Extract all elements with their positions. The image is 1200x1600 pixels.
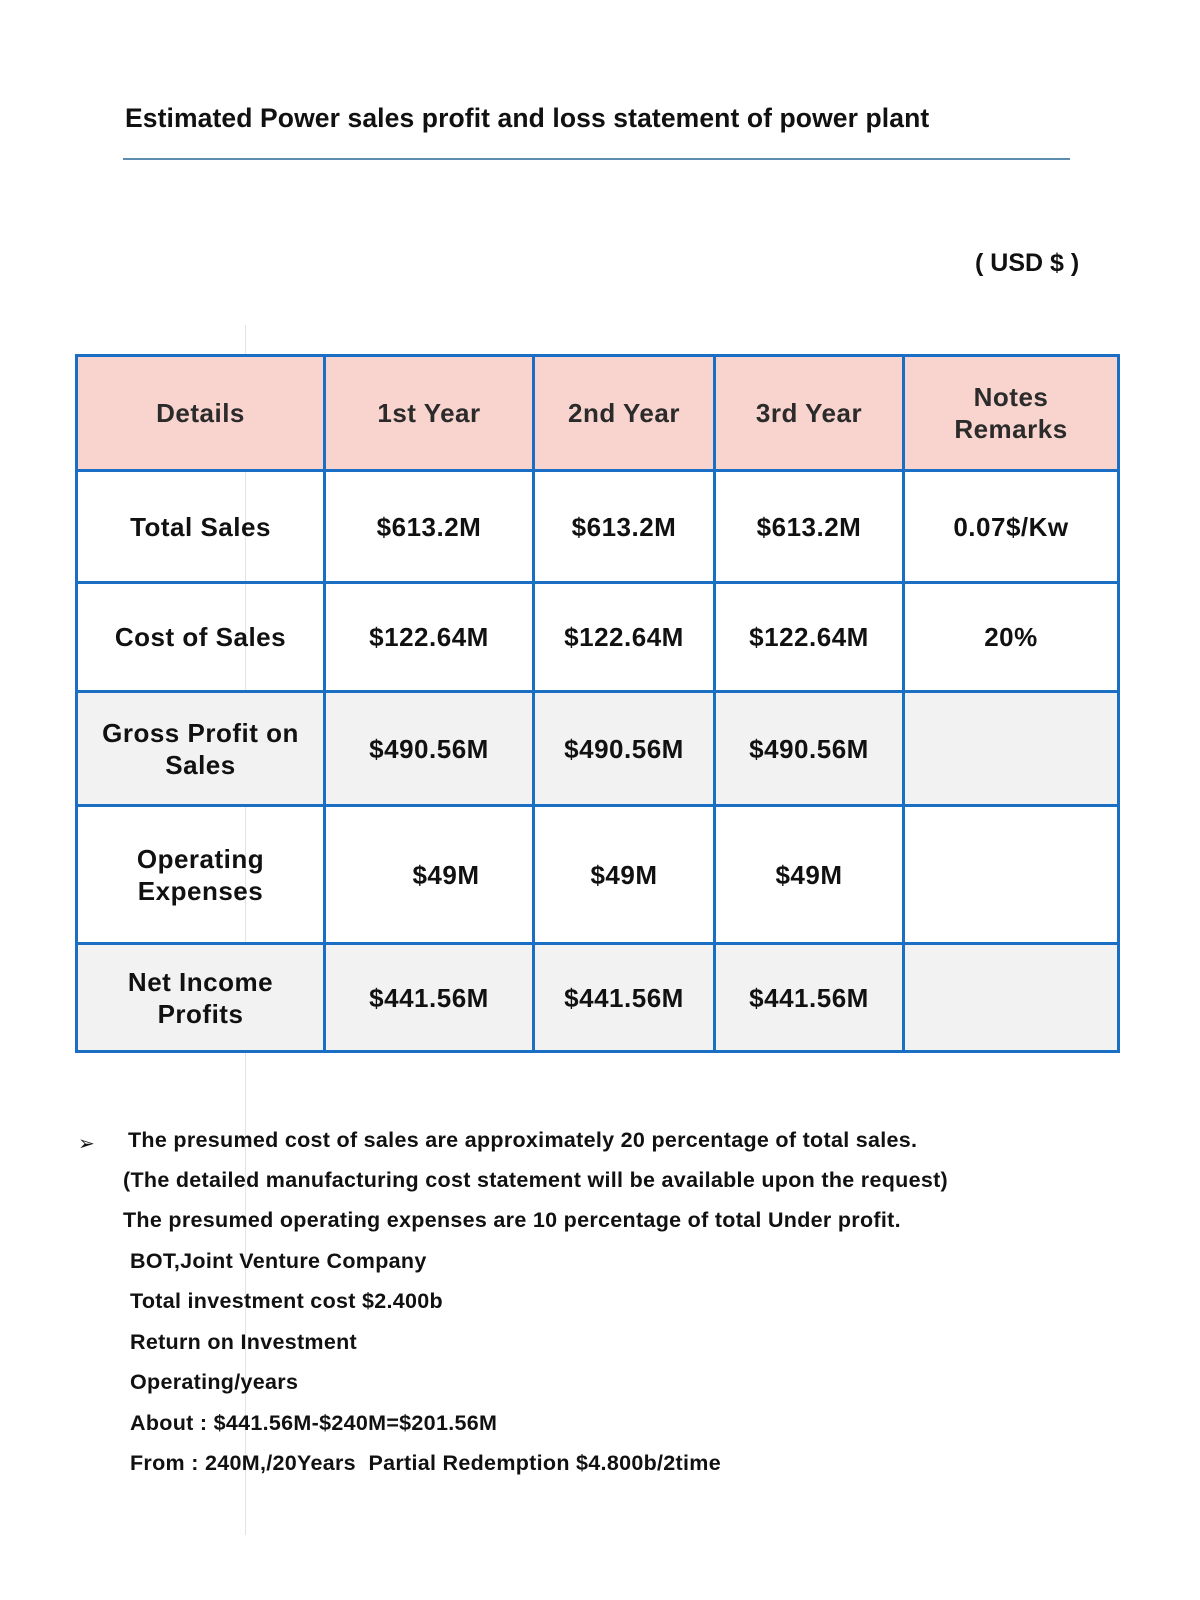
- row-detail: [77, 806, 325, 944]
- note-line: Total investment cost $2.400b: [130, 1289, 443, 1313]
- row-year-1-value: $122.64M: [325, 583, 534, 692]
- table-row: [77, 944, 1119, 1052]
- row-detail-label: Operating Expenses: [136, 843, 265, 906]
- row-year-1-value: $490.56M: [325, 692, 534, 806]
- row-detail-label: Net Income Profits: [127, 966, 274, 1029]
- row-year-2-value: $490.56M: [534, 692, 715, 806]
- note-line: About : $441.56M-$240M=$201.56M: [130, 1411, 498, 1435]
- row-year-2-value: $441.56M: [534, 944, 715, 1052]
- note-line: BOT,Joint Venture Company: [130, 1249, 427, 1273]
- arrow-bullet-icon: ➢: [78, 1133, 95, 1155]
- row-notes: 0.07$/Kw: [904, 471, 1119, 583]
- row-year-3-value: $613.2M: [715, 471, 904, 583]
- row-year-3-value: $490.56M: [715, 692, 904, 806]
- table-row: [77, 583, 1119, 692]
- header-year-1: 1st Year: [325, 356, 534, 471]
- row-notes: [904, 944, 1119, 1052]
- profit-loss-table: [75, 354, 1120, 1053]
- header-notes-label: Notes Remarks: [954, 382, 1068, 444]
- row-year-1-value: $441.56M: [325, 944, 534, 1052]
- row-detail: [77, 944, 325, 1052]
- table-row: [77, 692, 1119, 806]
- note-line: The presumed cost of sales are approximately 20 percentage of total sales.: [128, 1128, 918, 1152]
- table-row: [77, 471, 1119, 583]
- table-header-row: [77, 356, 1119, 471]
- document-title: Estimated Power sales profit and loss statement of power plant: [125, 103, 930, 133]
- row-year-3-value: $441.56M: [715, 944, 904, 1052]
- row-notes: [904, 692, 1119, 806]
- row-detail: Total Sales: [77, 471, 325, 583]
- header-year-3: 3rd Year: [715, 356, 904, 471]
- header-year-2: 2nd Year: [534, 356, 715, 471]
- table-row: [77, 806, 1119, 944]
- row-year-2-value: $613.2M: [534, 471, 715, 583]
- row-year-3-value: $49M: [715, 806, 904, 944]
- note-line: From : 240M,/20Years Partial Redemption $4.800b/2time: [130, 1451, 721, 1475]
- row-detail-label: Gross Profit on Sales: [102, 717, 299, 780]
- row-detail: Cost of Sales: [77, 583, 325, 692]
- row-year-2-value: $49M: [534, 806, 715, 944]
- row-year-2-value: $122.64M: [534, 583, 715, 692]
- note-line: The presumed operating expenses are 10 percentage of total Under profit.: [123, 1208, 901, 1232]
- header-details: Details: [77, 356, 325, 471]
- header-notes: [904, 356, 1119, 471]
- row-notes: [904, 806, 1119, 944]
- note-line: Return on Investment: [130, 1330, 357, 1354]
- currency-label: ( USD $ ): [975, 249, 1080, 277]
- title-underline: [123, 158, 1070, 160]
- row-notes: 20%: [904, 583, 1119, 692]
- row-year-3-value: $122.64M: [715, 583, 904, 692]
- note-line: Operating/years: [130, 1370, 299, 1394]
- row-year-1-value: $49M: [325, 806, 534, 944]
- note-line: (The detailed manufacturing cost statement will be available upon the request): [123, 1168, 949, 1192]
- row-detail: [77, 692, 325, 806]
- row-year-1-value: $613.2M: [325, 471, 534, 583]
